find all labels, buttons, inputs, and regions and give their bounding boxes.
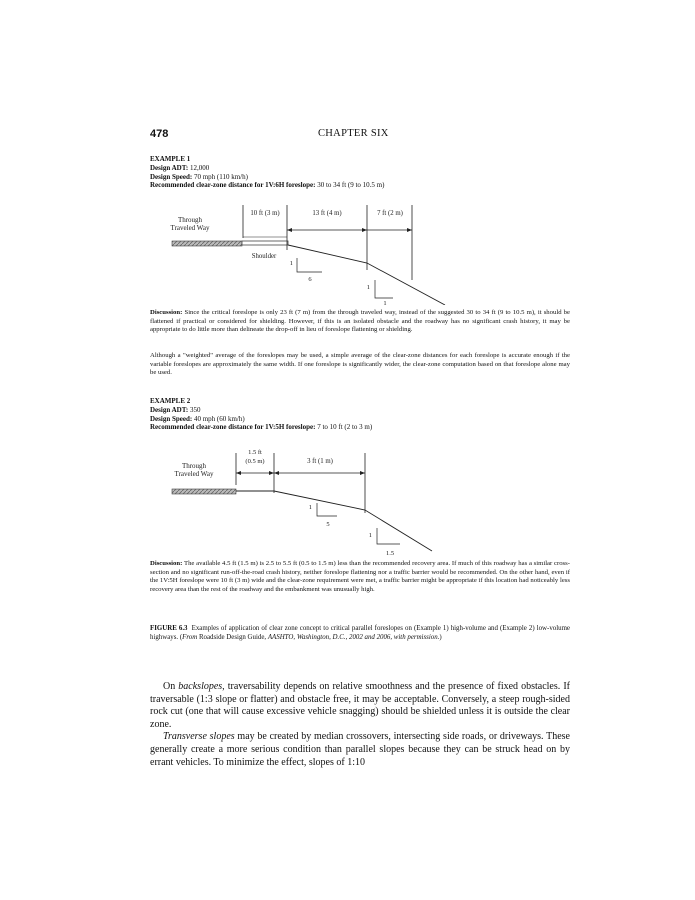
- term-backslopes: backslopes,: [178, 681, 225, 692]
- ex2-slope1-v: 1: [308, 504, 312, 511]
- ex1-slope2-h: 1: [383, 300, 387, 305]
- example2-discussion: [150, 560, 570, 594]
- example2-title: EXAMPLE 2: [150, 397, 191, 405]
- example2-speed-value: 40 mph (60 km/h): [192, 414, 245, 423]
- ex1-traveled-way-label: Traveled Way: [170, 224, 210, 232]
- ex2-dim1-b: (0.5 m): [245, 458, 265, 465]
- p1-text: traversability depends on relative smoothness and the presence of fixed obstacles. If traversable (1:3 slope or flatter) and obstacle free, it may be acceptable. Conversely, a steep rough-sided rock cut (one that will cause excessive vehicle snagging) should be shielded unless it is outside the clear zone.: [150, 681, 570, 730]
- example2-speed-label: Design Speed:: [150, 414, 193, 423]
- example2-cross-section-diagram: [150, 443, 570, 558]
- ex2-slope2-h: 1.5: [385, 550, 395, 557]
- figure-caption-source-italic: AASHTO, Washington, D.C., 2002 and 2006, with permission.: [267, 633, 440, 641]
- ex1-shoulder: [242, 241, 288, 245]
- ex2-pavement: [172, 489, 236, 494]
- body-text: [150, 681, 570, 769]
- figure-caption-text: Examples of application of clear zone concept to critical parallel foreslopes on (Example 1) high-volume and (Example 2) low-volume highways. (: [150, 625, 570, 641]
- ex1-slope1-h: 6: [308, 276, 312, 283]
- example1-discussion: [150, 309, 570, 335]
- example1-header: [150, 155, 570, 190]
- ex2-slope1-h: 5: [326, 521, 330, 528]
- ex1-foreslope: [288, 245, 445, 305]
- example2-discussion-label: Discussion:: [150, 560, 183, 567]
- example2-adt-label: Design ADT:: [150, 405, 189, 414]
- ex2-slope2-v: 1: [368, 532, 372, 539]
- ex1-slope1-v: 1: [289, 260, 293, 267]
- example1-discussion-label: Discussion:: [150, 309, 183, 316]
- example1-cross-section-diagram: [150, 200, 570, 305]
- ex1-dim1: 10 ft (3 m): [250, 210, 280, 217]
- p2-text: may be created by median crossovers, intersecting side roads, or driveways. These generally create a more serious condition than parallel slopes because they can be struck head on by errant vehicles. To minimize the effect, slopes of 1:10: [150, 731, 570, 768]
- example2-header: [150, 397, 570, 432]
- page-number: 478: [150, 128, 169, 140]
- example1-adt-label: Design ADT:: [150, 163, 189, 172]
- example1-adt-value: 12,000: [188, 163, 210, 172]
- example1-title: EXAMPLE 1: [150, 155, 191, 163]
- example1-speed-value: 70 mph (110 km/h): [192, 172, 248, 181]
- figure-label: FIGURE 6.3: [150, 625, 188, 632]
- ex2-foreslope: [274, 491, 432, 551]
- figure-caption-close: ): [439, 633, 442, 641]
- paragraph-transverse-slopes: [150, 731, 570, 769]
- ex2-traveled-way-label: Traveled Way: [174, 470, 214, 478]
- paragraph-backslopes: [150, 681, 570, 731]
- example2-rec-label: Recommended clear-zone distance for 1V:5H foreslope:: [150, 423, 316, 432]
- example1-speed-label: Design Speed:: [150, 172, 193, 181]
- example1-discussion-text: Since the critical foreslope is only 23 ft (7 m) from the through traveled way, instead of the suggested 30 to 34 ft (9 to 10.5 m), it should be flattened if practical or considered for shielding. However, if this is an isolated obstacle and the roadway has no significant crash history, it may be appropriate to do little more than delineate the drop-off in lieu of foreslope flattening or shielding.: [150, 309, 570, 334]
- ex1-pavement: [172, 241, 242, 246]
- ex2-dim1-a: 1.5 ft: [248, 449, 262, 456]
- ex1-through-label: Through: [177, 216, 203, 224]
- ex1-slope2-v: 1: [366, 284, 370, 291]
- ex1-dim2: 13 ft (4 m): [312, 210, 342, 217]
- example1-rec-value: 30 to 34 ft (9 to 10.5 m): [315, 181, 385, 190]
- term-transverse-slopes: Transverse slopes: [163, 731, 235, 743]
- chapter-title: CHAPTER SIX: [318, 128, 389, 139]
- figure-caption: [150, 625, 570, 643]
- ex1-dim3: 7 ft (2 m): [377, 210, 403, 217]
- p1-start: On: [163, 681, 179, 692]
- example2-adt-value: 350: [188, 405, 201, 414]
- weighted-average-note: Although a "weighted" average of the foreslopes may be used, a simple average of the clear-zone distances for each foreslope is accurate enough if the variable foreslopes are approximately the same width. If one foreslope is significantly wider, the clear-zone computation based on that foreslope alone may be used.: [150, 352, 570, 377]
- ex1-shoulder-label: Shoulder: [251, 253, 277, 260]
- example2-discussion-text: The available 4.5 ft (1.5 m) is 2.5 to 5.5 ft (0.5 to 1.5 m) less than the recommended recovery area. If much of this roadway has a similar cross-section and no significant run-off-the-road crash history, neither foreslope flattening nor a traffic barrier would be recommended. On the other hand, even if the 1V:5H foreslope were 10 ft (3 m) wide and the clear-zone requirement were met, a traffic barrier might be appropriate if this location had noticeably less recovery area than the rest of the roadway and the embankment was unusually high.: [150, 560, 570, 593]
- figure-caption-source: Roadside Design Guide,: [197, 633, 268, 641]
- ex2-dim2: 3 ft (1 m): [307, 458, 333, 465]
- ex2-through-label: Through: [181, 462, 207, 470]
- figure-caption-from: From: [182, 633, 198, 641]
- example2-rec-value: 7 to 10 ft (2 to 3 m): [315, 423, 373, 432]
- example1-rec-label: Recommended clear-zone distance for 1V:6H foreslope:: [150, 181, 316, 190]
